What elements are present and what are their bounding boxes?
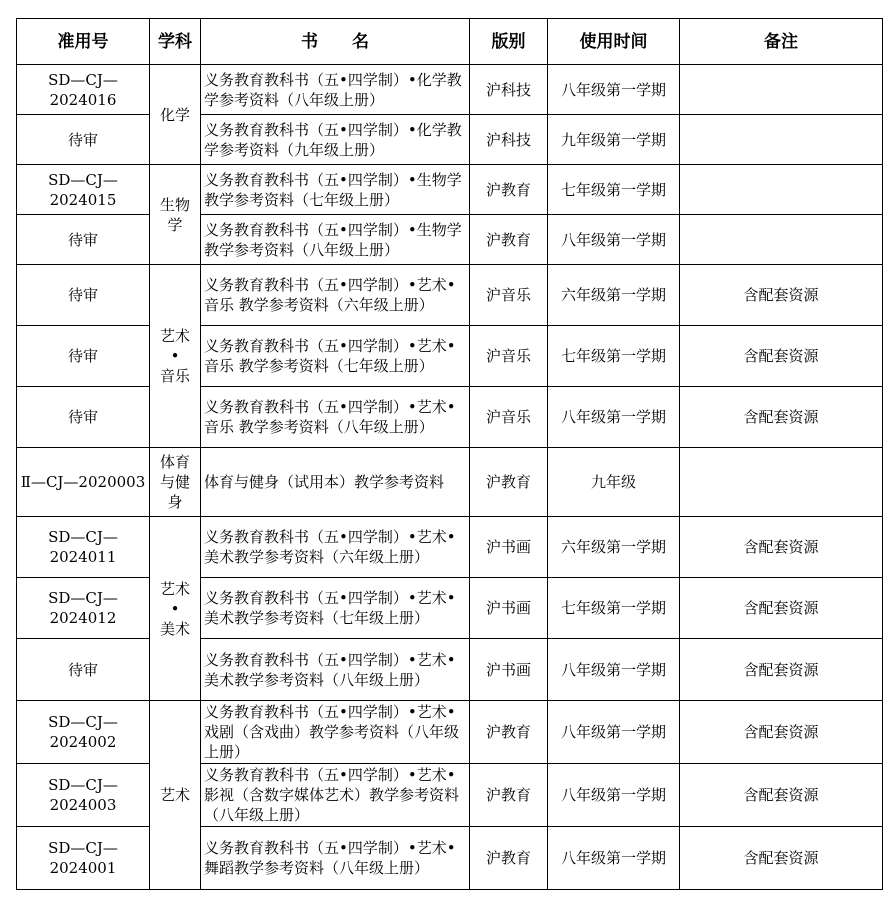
table-row: [17, 827, 883, 890]
book-name-cell: 义务教育教科书（五•四学制）•艺术•美术教学参考资料（七年级上册）: [201, 578, 470, 639]
table-row: [17, 215, 883, 265]
remarks-cell: [680, 165, 883, 215]
approval-no-cell: 待审: [17, 265, 150, 326]
table-row: [17, 639, 883, 701]
book-name-cell: 义务教育教科书（五•四学制）•艺术•戏剧（含戏曲）教学参考资料（八年级上册）: [201, 701, 470, 764]
book-name-cell: 义务教育教科书（五•四学制）•化学教学参考资料（九年级上册）: [201, 115, 470, 165]
subject-cell-art: [150, 517, 201, 701]
header-edition: 版别: [470, 19, 548, 65]
edition-cell: 沪教育: [470, 215, 548, 265]
usage-time-cell: 九年级: [548, 448, 680, 517]
edition-cell: 沪音乐: [470, 387, 548, 448]
book-name-cell: 义务教育教科书（五•四学制）•艺术•舞蹈教学参考资料（八年级上册）: [201, 827, 470, 890]
header-remarks: 备注: [680, 19, 883, 65]
table-row: [17, 165, 883, 215]
table-row: [17, 387, 883, 448]
remarks-cell: 含配套资源: [680, 764, 883, 827]
table-row: [17, 517, 883, 578]
header-approval-no: 准用号: [17, 19, 150, 65]
remarks-cell: [680, 215, 883, 265]
subject-cell-biology: [150, 165, 201, 265]
book-name-cell: 义务教育教科书（五•四学制）•艺术•美术教学参考资料（八年级上册）: [201, 639, 470, 701]
subject-label: •: [170, 599, 180, 618]
usage-time-cell: 九年级第一学期: [548, 115, 680, 165]
subject-label: 化学: [159, 105, 190, 124]
approval-no-cell: SD—CJ—2024015: [17, 165, 150, 215]
subject-label: •: [170, 347, 180, 365]
edition-cell: 沪科技: [470, 115, 548, 165]
edition-cell: 沪音乐: [470, 326, 548, 387]
usage-time-cell: 七年级第一学期: [548, 326, 680, 387]
edition-cell: 沪教育: [470, 448, 548, 517]
subject-label: 艺术: [159, 579, 190, 598]
textbook-table: [16, 18, 883, 890]
edition-cell: 沪科技: [470, 65, 548, 115]
header-subject: 学科: [150, 19, 201, 65]
usage-time-cell: 七年级第一学期: [548, 165, 680, 215]
remarks-cell: [680, 448, 883, 517]
approval-no-cell: Ⅱ—CJ—2020003: [17, 448, 150, 517]
header-row: [17, 19, 883, 65]
approval-no-cell: SD—CJ—2024002: [17, 701, 150, 764]
remarks-cell: [680, 115, 883, 165]
header-book-name: 书 名: [201, 19, 470, 65]
approval-no-cell: 待审: [17, 387, 150, 448]
edition-cell: 沪书画: [470, 639, 548, 701]
subject-label: 与健: [159, 473, 190, 491]
edition-cell: 沪教育: [470, 701, 548, 764]
approval-no-cell: SD—CJ—2024003: [17, 764, 150, 827]
book-name-cell: 义务教育教科书（五•四学制）•艺术•音乐 教学参考资料（六年级上册）: [201, 265, 470, 326]
edition-cell: 沪教育: [470, 764, 548, 827]
table-row: [17, 448, 883, 517]
table-row: [17, 701, 883, 764]
book-name-cell: 义务教育教科书（五•四学制）•生物学教学参考资料（八年级上册）: [201, 215, 470, 265]
edition-cell: 沪书画: [470, 578, 548, 639]
approval-no-cell: 待审: [17, 115, 150, 165]
remarks-cell: 含配套资源: [680, 387, 883, 448]
book-name-cell: 义务教育教科书（五•四学制）•艺术•美术教学参考资料（六年级上册）: [201, 517, 470, 578]
approval-no-cell: 待审: [17, 326, 150, 387]
remarks-cell: 含配套资源: [680, 326, 883, 387]
header-usage-time: 使用时间: [548, 19, 680, 65]
usage-time-cell: 八年级第一学期: [548, 827, 680, 890]
subject-label: 体育: [159, 453, 190, 471]
subject-label: 身: [167, 493, 183, 511]
subject-cell-music: [150, 265, 201, 448]
remarks-cell: 含配套资源: [680, 265, 883, 326]
edition-cell: 沪教育: [470, 165, 548, 215]
book-name-cell: 义务教育教科书（五•四学制）•化学教学参考资料（八年级上册）: [201, 65, 470, 115]
subject-label: 生物: [159, 195, 190, 214]
table-row: [17, 578, 883, 639]
approval-no-cell: SD—CJ—2024011: [17, 517, 150, 578]
table-row: [17, 115, 883, 165]
usage-time-cell: 八年级第一学期: [548, 387, 680, 448]
table-row: [17, 65, 883, 115]
remarks-cell: [680, 65, 883, 115]
subject-label: 艺术: [159, 327, 190, 345]
remarks-cell: 含配套资源: [680, 578, 883, 639]
approval-no-cell: SD—CJ—2024016: [17, 65, 150, 115]
usage-time-cell: 八年级第一学期: [548, 701, 680, 764]
usage-time-cell: 六年级第一学期: [548, 517, 680, 578]
usage-time-cell: 六年级第一学期: [548, 265, 680, 326]
subject-label: 音乐: [159, 367, 190, 385]
approval-no-cell: SD—CJ—2024001: [17, 827, 150, 890]
edition-cell: 沪教育: [470, 827, 548, 890]
book-name-cell: 义务教育教科书（五•四学制）•艺术•音乐 教学参考资料（七年级上册）: [201, 326, 470, 387]
subject-label: 美术: [159, 619, 190, 638]
usage-time-cell: 八年级第一学期: [548, 65, 680, 115]
table-row: [17, 326, 883, 387]
edition-cell: 沪书画: [470, 517, 548, 578]
table-row: [17, 764, 883, 827]
remarks-cell: 含配套资源: [680, 517, 883, 578]
remarks-cell: 含配套资源: [680, 639, 883, 701]
subject-cell-arts: [150, 701, 201, 890]
book-name-cell: 义务教育教科书（五•四学制）•艺术•音乐 教学参考资料（八年级上册）: [201, 387, 470, 448]
subject-label: 学: [167, 215, 183, 234]
book-name-cell: 体育与健身（试用本）教学参考资料: [201, 448, 470, 517]
subject-cell-chemistry: [150, 65, 201, 165]
usage-time-cell: 八年级第一学期: [548, 639, 680, 701]
approval-no-cell: SD—CJ—2024012: [17, 578, 150, 639]
edition-cell: 沪音乐: [470, 265, 548, 326]
subject-cell-pe: [150, 448, 201, 517]
remarks-cell: 含配套资源: [680, 827, 883, 890]
approval-no-cell: 待审: [17, 639, 150, 701]
usage-time-cell: 八年级第一学期: [548, 764, 680, 827]
usage-time-cell: 七年级第一学期: [548, 578, 680, 639]
approval-no-cell: 待审: [17, 215, 150, 265]
usage-time-cell: 八年级第一学期: [548, 215, 680, 265]
remarks-cell: 含配套资源: [680, 701, 883, 764]
book-name-cell: 义务教育教科书（五•四学制）•生物学教学参考资料（七年级上册）: [201, 165, 470, 215]
subject-label: 艺术: [159, 786, 190, 804]
book-name-cell: 义务教育教科书（五•四学制）•艺术•影视（含数字媒体艺术）教学参考资料（八年级上册）: [201, 764, 470, 827]
table-row: [17, 265, 883, 326]
